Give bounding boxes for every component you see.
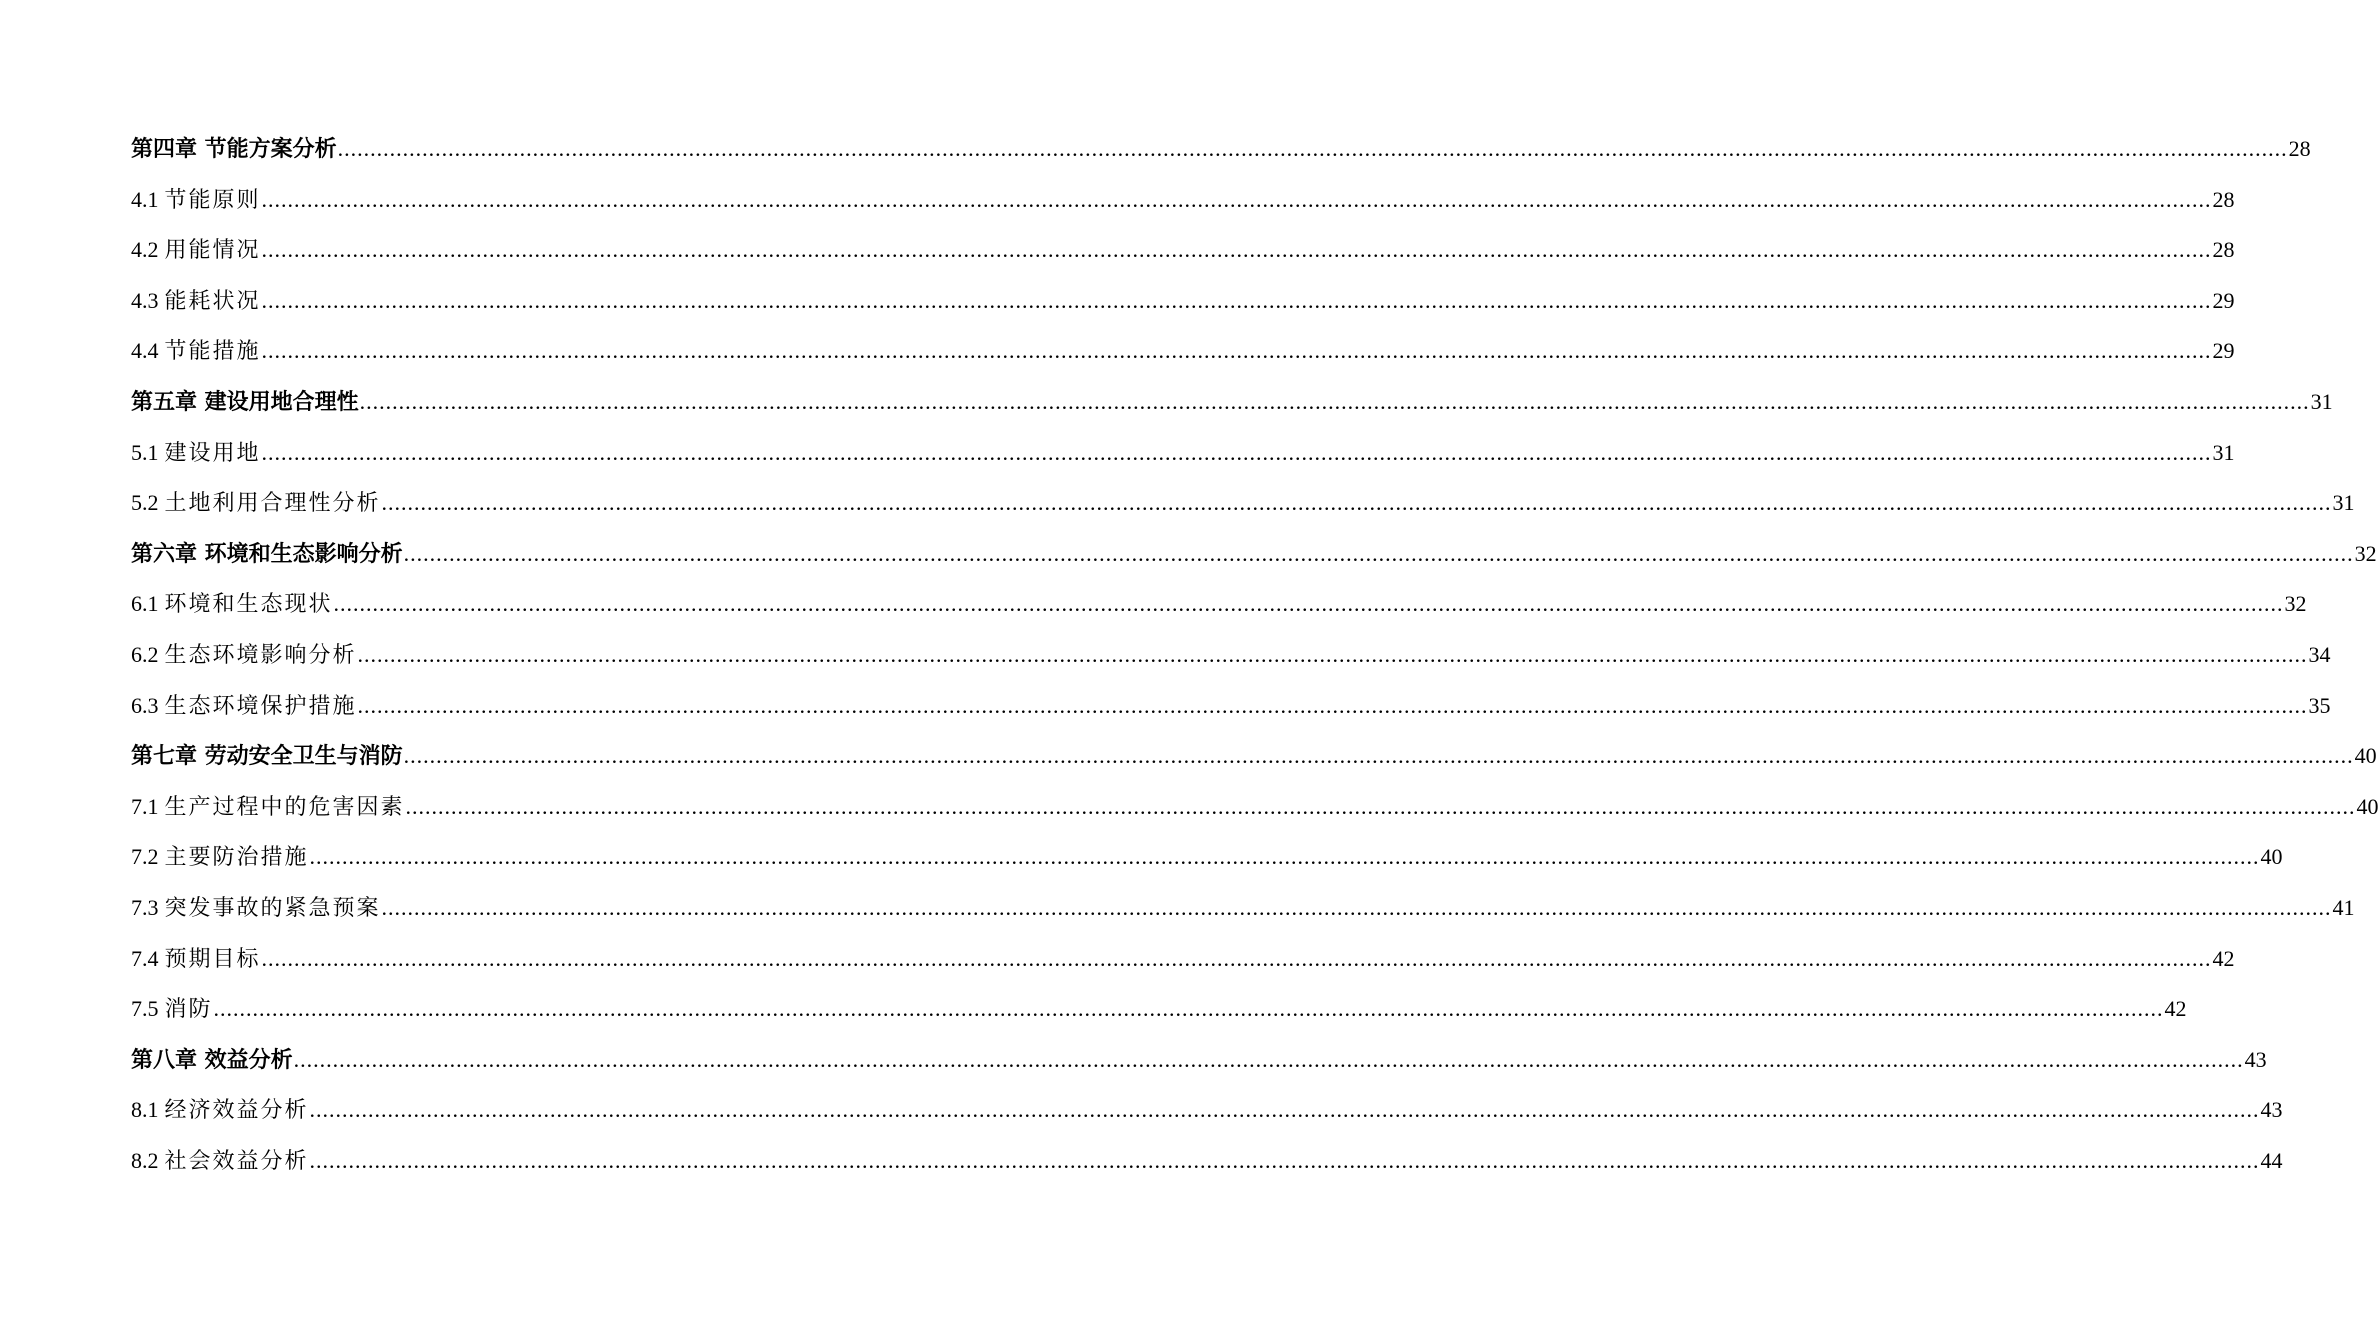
toc-section-number: 4.1 — [131, 186, 159, 212]
toc-section-entry[interactable] — [131, 225, 2235, 276]
toc-entry-title: 第七章 劳动安全卫生与消防 — [131, 744, 403, 770]
toc-dot-leader: ............................................................................................................................................................................................................................................................................................................ — [403, 540, 2354, 566]
toc-entry-title — [131, 326, 261, 378]
toc-section-title: 消防 — [164, 997, 213, 1023]
toc-section-entry[interactable] — [131, 782, 2379, 833]
toc-section-number: 4.3 — [131, 287, 159, 313]
toc-page-number: 31 — [2310, 388, 2333, 414]
toc-section-title: 主要防治措施 — [164, 845, 309, 871]
toc-page-number: 29 — [2212, 338, 2235, 364]
toc-entry-title: 第六章 环境和生态影响分析 — [131, 541, 403, 567]
toc-section-entry[interactable] — [131, 681, 2331, 732]
toc-section-number: 8.1 — [131, 1097, 159, 1123]
toc-section-title: 土地利用合理性分析 — [164, 491, 381, 517]
toc-section-title: 经济效益分析 — [164, 1098, 309, 1124]
toc-section-title: 生产过程中的危害因素 — [164, 794, 405, 820]
toc-page-number: 40 — [2354, 743, 2377, 769]
toc-section-entry[interactable] — [131, 326, 2235, 377]
toc-dot-leader: ............................................................................................................................................................................................................................................................................................................ — [309, 1147, 2260, 1173]
toc-page-number: 31 — [2212, 439, 2235, 465]
toc-dot-leader: ............................................................................................................................................................................................................................................................................................................ — [333, 591, 2284, 617]
toc-entry-title — [131, 478, 381, 530]
toc-page-number: 32 — [2354, 540, 2377, 566]
toc-section-entry[interactable] — [131, 276, 2235, 327]
toc-entry-title — [131, 681, 357, 733]
toc-entry-title: 第八章 效益分析 — [131, 1047, 293, 1073]
toc-section-title: 用能情况 — [164, 238, 261, 264]
toc-section-entry[interactable] — [131, 579, 2307, 630]
toc-dot-leader: ............................................................................................................................................................................................................................................................................................................ — [261, 439, 2212, 465]
toc-entry-title — [131, 175, 261, 227]
toc-entry-title — [131, 984, 213, 1036]
toc-section-entry[interactable] — [131, 1136, 2283, 1187]
toc-page-number: 32 — [2284, 591, 2307, 617]
toc-section-title: 社会效益分析 — [164, 1148, 309, 1174]
toc-dot-leader: ............................................................................................................................................................................................................................................................................................................ — [213, 996, 2164, 1022]
toc-section-entry[interactable] — [131, 1085, 2283, 1136]
toc-entry-title: 第四章 节能方案分析 — [131, 137, 337, 162]
toc-page-number: 44 — [2260, 1147, 2283, 1173]
toc-page-number: 40 — [2260, 844, 2283, 870]
toc-dot-leader: ............................................................................................................................................................................................................................................................................................................ — [359, 388, 2310, 414]
toc-section-title: 生态环境保护措施 — [164, 693, 357, 719]
toc-section-number: 6.1 — [131, 591, 159, 617]
toc-chapter-entry[interactable] — [131, 529, 2377, 580]
toc-dot-leader: ............................................................................................................................................................................................................................................................................................................ — [261, 186, 2212, 212]
toc-page-number: 28 — [2288, 136, 2311, 161]
toc-chapter-entry[interactable] — [131, 124, 2311, 175]
toc-entry-title — [131, 782, 405, 834]
toc-entry-title — [131, 428, 261, 480]
toc-entry-title — [131, 630, 357, 682]
toc-page-number: 41 — [2332, 894, 2355, 920]
toc-section-title: 环境和生态现状 — [164, 592, 333, 618]
toc-section-number: 5.2 — [131, 490, 159, 516]
toc-section-title: 突发事故的紧急预案 — [164, 895, 381, 921]
toc-dot-leader: ............................................................................................................................................................................................................................................................................................................ — [337, 136, 2288, 161]
toc-section-number: 7.4 — [131, 945, 159, 971]
toc-page-number: 28 — [2212, 186, 2235, 212]
toc-section-title: 生态环境影响分析 — [164, 642, 357, 668]
toc-section-title: 建设用地 — [164, 440, 261, 466]
toc-section-number: 6.3 — [131, 692, 159, 718]
toc-section-title: 预期目标 — [164, 946, 261, 972]
toc-dot-leader: ............................................................................................................................................................................................................................................................................................................ — [261, 287, 2212, 313]
toc-dot-leader: ............................................................................................................................................................................................................................................................................................................ — [261, 945, 2212, 971]
toc-entry-title: 第五章 建设用地合理性 — [131, 389, 359, 415]
toc-section-number: 7.1 — [131, 793, 159, 819]
toc-page-number: 40 — [2356, 793, 2379, 819]
toc-chapter-entry[interactable] — [131, 731, 2377, 782]
toc-chapter-entry[interactable] — [131, 377, 2333, 428]
toc-section-number: 4.4 — [131, 338, 159, 364]
toc-entry-title — [131, 832, 309, 884]
toc-dot-leader: ............................................................................................................................................................................................................................................................................................................ — [357, 692, 2308, 718]
toc-dot-leader: ............................................................................................................................................................................................................................................................................................................ — [381, 894, 2332, 920]
toc-section-number: 7.5 — [131, 996, 159, 1022]
toc-page-number: 42 — [2212, 945, 2235, 971]
toc-section-entry[interactable] — [131, 630, 2331, 681]
toc-section-entry[interactable] — [131, 934, 2235, 985]
toc-section-number: 7.2 — [131, 844, 159, 870]
toc-section-number: 4.2 — [131, 237, 159, 263]
toc-entry-title — [131, 934, 261, 986]
toc-entry-title — [131, 276, 261, 328]
toc-dot-leader: ............................................................................................................................................................................................................................................................................................................ — [261, 338, 2212, 364]
toc-dot-leader: ............................................................................................................................................................................................................................................................................................................ — [381, 490, 2332, 516]
toc-section-entry[interactable] — [131, 428, 2235, 479]
toc-page-number: 35 — [2308, 692, 2331, 718]
toc-dot-leader: ............................................................................................................................................................................................................................................................................................................ — [309, 1097, 2260, 1123]
toc-section-number: 8.2 — [131, 1147, 159, 1173]
toc-entry-title — [131, 225, 261, 277]
toc-dot-leader: ............................................................................................................................................................................................................................................................................................................ — [293, 1046, 2244, 1072]
toc-section-entry[interactable] — [131, 984, 2187, 1035]
toc-dot-leader: ............................................................................................................................................................................................................................................................................................................ — [261, 237, 2212, 263]
toc-section-number: 7.3 — [131, 894, 159, 920]
toc-dot-leader: ............................................................................................................................................................................................................................................................................................................ — [403, 743, 2354, 769]
toc-page-number: 43 — [2260, 1097, 2283, 1123]
toc-section-title: 节能措施 — [164, 339, 261, 365]
toc-page-number: 28 — [2212, 237, 2235, 263]
toc-entry-title — [131, 1085, 309, 1137]
toc-entry-title — [131, 1136, 309, 1188]
toc-entry-title — [131, 579, 333, 631]
toc-section-entry[interactable] — [131, 478, 2355, 529]
toc-section-entry[interactable] — [131, 175, 2235, 226]
toc-section-entry[interactable] — [131, 832, 2283, 883]
toc-page-number: 31 — [2332, 490, 2355, 516]
toc-page-number: 42 — [2164, 996, 2187, 1022]
toc-chapter-entry[interactable] — [131, 1035, 2267, 1086]
toc-section-entry[interactable] — [131, 883, 2355, 934]
toc-page-number: 43 — [2244, 1046, 2267, 1072]
toc-section-title: 能耗状况 — [164, 288, 261, 314]
toc-section-number: 5.1 — [131, 439, 159, 465]
toc-section-title: 节能原则 — [164, 187, 261, 213]
toc-dot-leader: ............................................................................................................................................................................................................................................................................................................ — [405, 793, 2356, 819]
table-of-contents — [131, 124, 2379, 1186]
toc-dot-leader: ............................................................................................................................................................................................................................................................................................................ — [309, 844, 2260, 870]
toc-entry-title — [131, 883, 381, 935]
toc-section-number: 6.2 — [131, 641, 159, 667]
toc-dot-leader: ............................................................................................................................................................................................................................................................................................................ — [357, 641, 2308, 667]
toc-page-number: 34 — [2308, 641, 2331, 667]
toc-page-number: 29 — [2212, 287, 2235, 313]
